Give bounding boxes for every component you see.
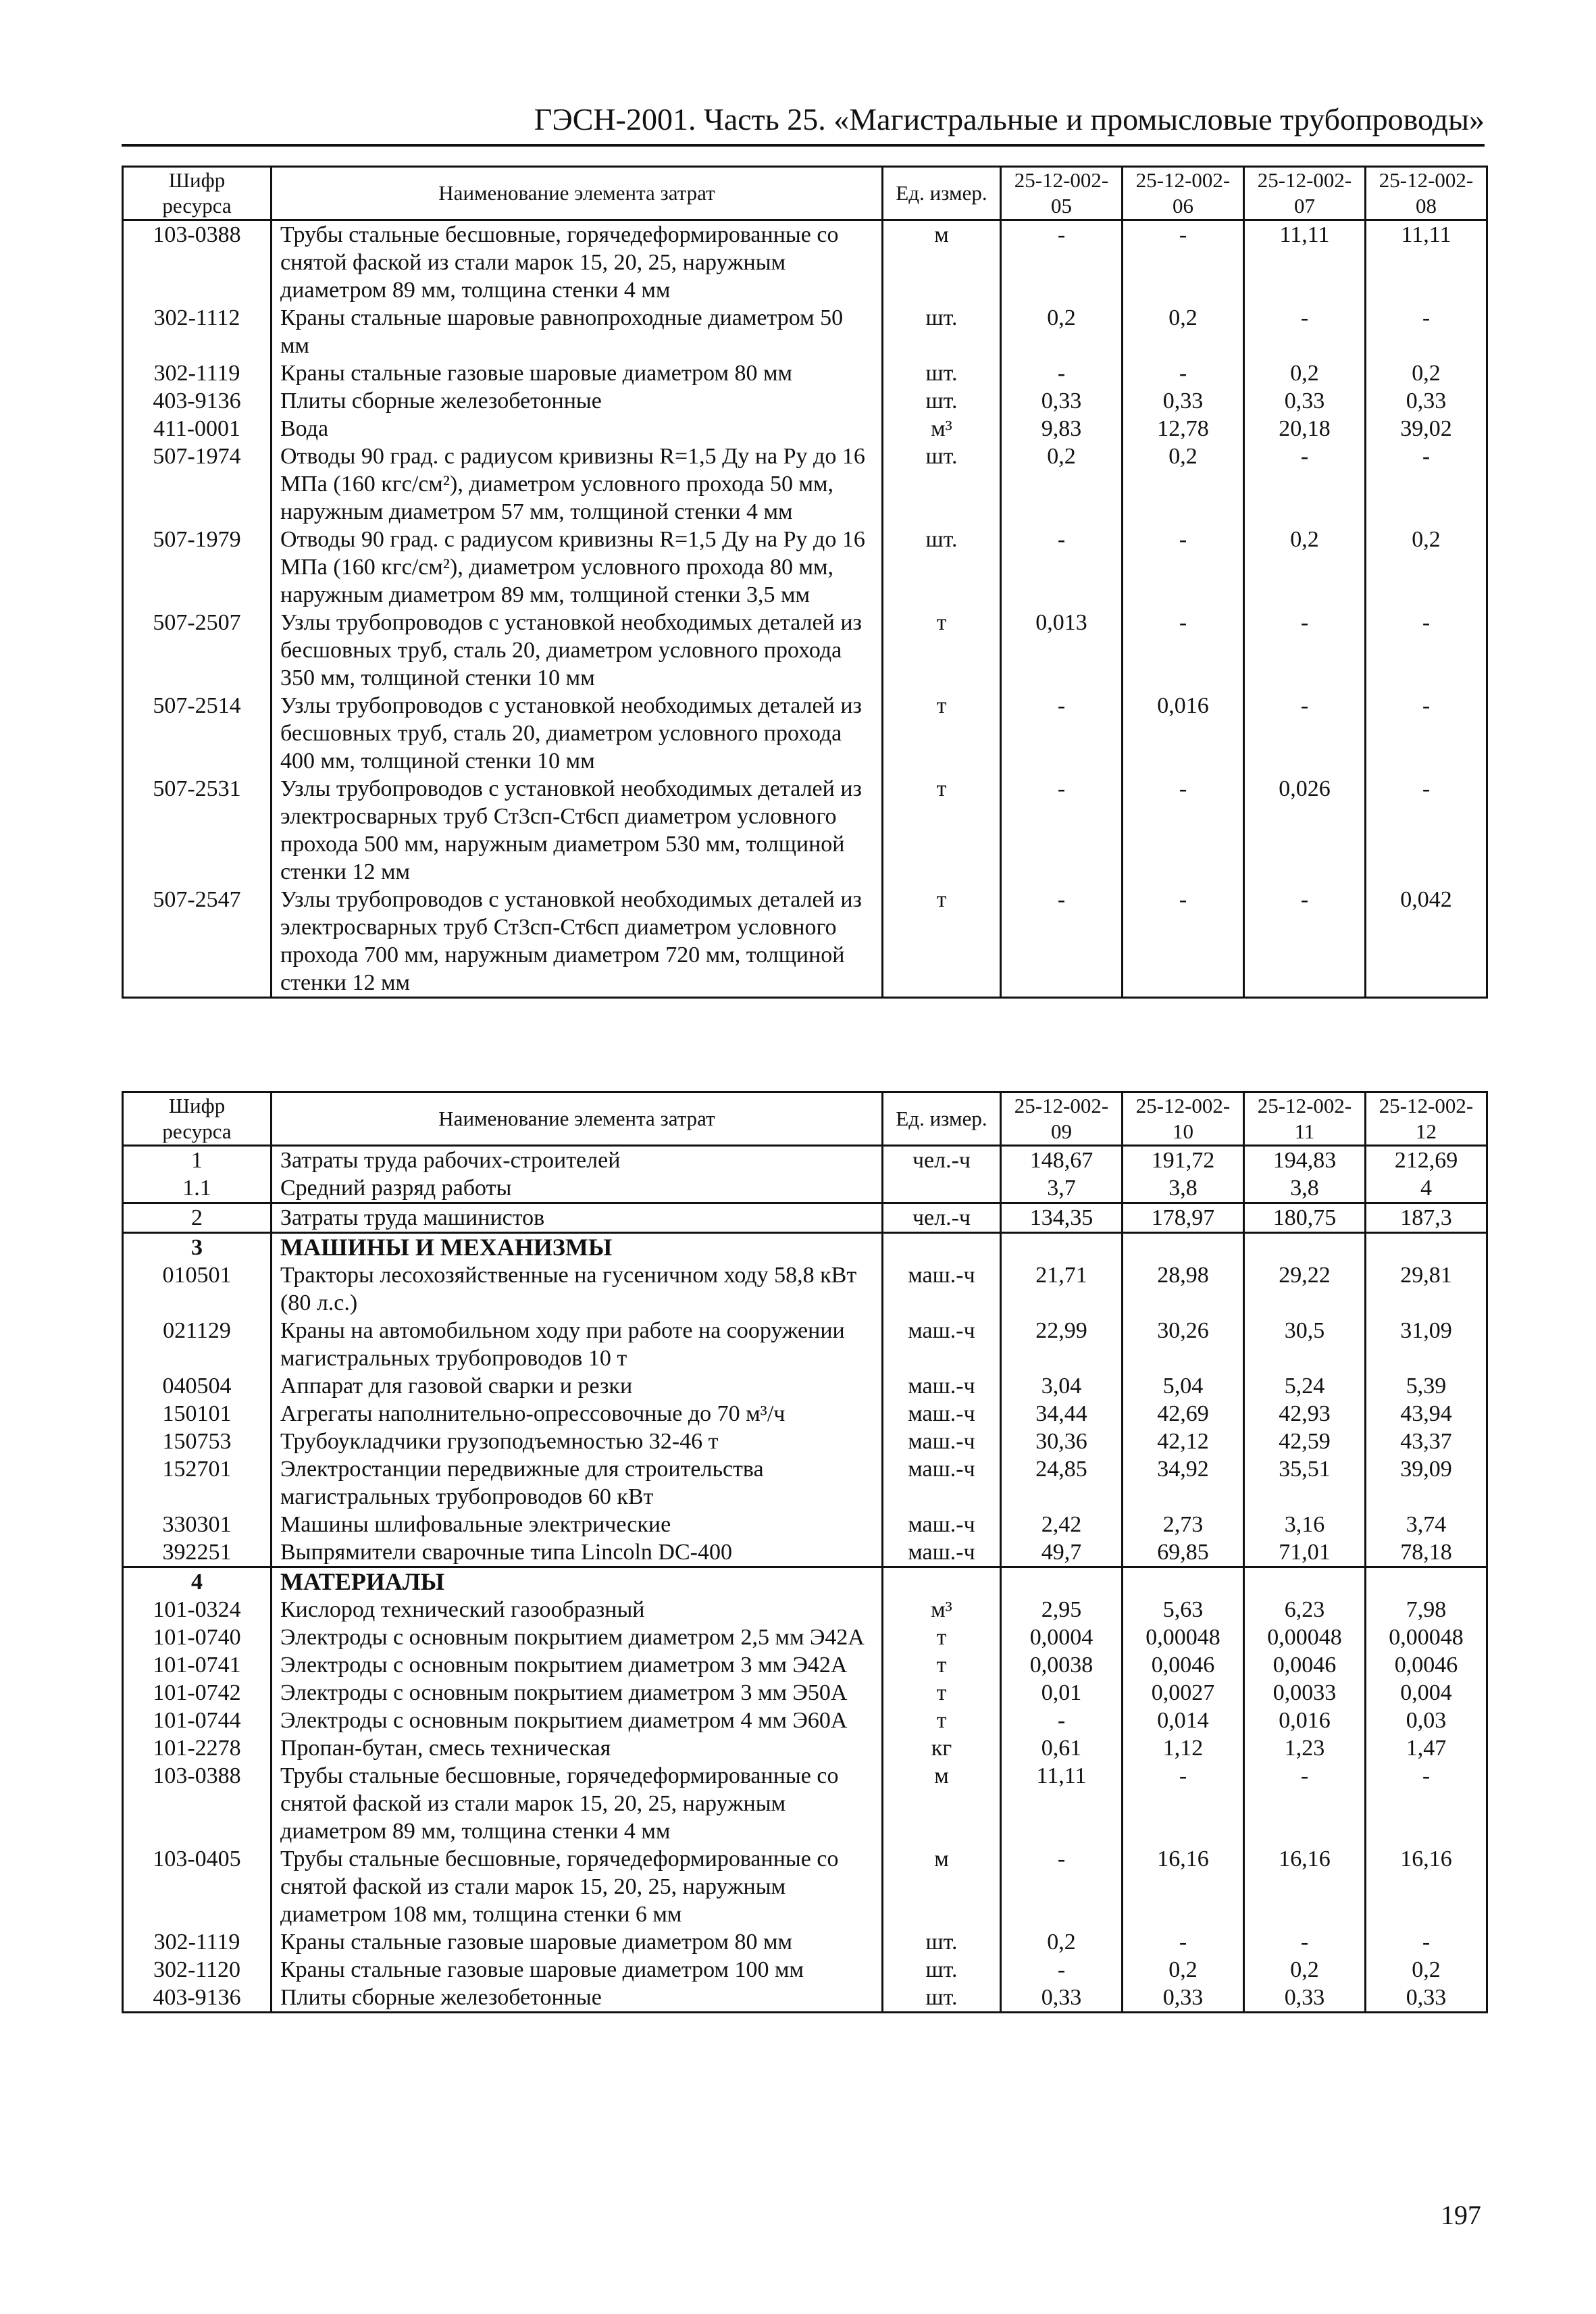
resource-name: Электроды с основным покрытием диаметром 2,5 мм Э42А: [272, 1624, 883, 1651]
value-col-3: 3,16: [1244, 1511, 1366, 1538]
value-col-2: 0,2: [1123, 304, 1244, 359]
value-col-3: -: [1244, 1928, 1366, 1956]
value-col-2: 1,12: [1123, 1734, 1244, 1762]
table-row: [123, 1845, 1487, 1928]
value-col-3: 1,23: [1244, 1734, 1366, 1762]
table-row: [123, 1538, 1487, 1567]
resource-code: 101-0741: [123, 1651, 272, 1679]
value-col-1: 3,7: [1001, 1174, 1123, 1203]
unit: т: [883, 1651, 1001, 1679]
value-col-2: 16,16: [1123, 1845, 1244, 1928]
table-row: [123, 443, 1487, 526]
resource-code: 302-1120: [123, 1956, 272, 1984]
resource-code: 507-2547: [123, 886, 272, 998]
table-row: [123, 304, 1487, 359]
table-row: [123, 526, 1487, 609]
value-col-1: 0,2: [1001, 304, 1123, 359]
value-col-2: [1123, 1567, 1244, 1596]
value-col-1: 0,01: [1001, 1679, 1123, 1707]
value-col-3: 42,59: [1244, 1428, 1366, 1455]
header-col-4: 25-12-002-08: [1366, 167, 1487, 220]
table-row: [123, 1174, 1487, 1203]
resource-name: Краны стальные газовые шаровые диаметром 80 мм: [272, 359, 883, 387]
value-col-4: 0,03: [1366, 1707, 1487, 1734]
value-col-4: 3,74: [1366, 1511, 1487, 1538]
value-col-1: 0,2: [1001, 1928, 1123, 1956]
value-col-2: 69,85: [1123, 1538, 1244, 1567]
value-col-2: 30,26: [1123, 1317, 1244, 1372]
resource-name: Тракторы лесохозяйственные на гусеничном ходу 58,8 кВт (80 л.с.): [272, 1261, 883, 1317]
header-code: Шифр ресурса: [123, 1092, 272, 1146]
resource-name: Машины шлифовальные электрические: [272, 1511, 883, 1538]
value-col-1: 0,0004: [1001, 1624, 1123, 1651]
value-col-4: 0,042: [1366, 886, 1487, 998]
resource-name: Узлы трубопроводов с установкой необходимых деталей из электросварных труб Ст3сп-Ст6сп диаметром условного прохода 700 мм, наружным диаметром 720 мм, толщиной стенки 12 мм: [272, 886, 883, 998]
value-col-1: 49,7: [1001, 1538, 1123, 1567]
resource-name: Краны стальные шаровые равнопроходные диаметром 50 мм: [272, 304, 883, 359]
resource-name: Отводы 90 град. с радиусом кривизны R=1,5 Ду на Ру до 16 МПа (160 кгс/см²), диаметром условного прохода 50 мм, наружным диаметром 57 мм, толщиной стенки 4 мм: [272, 443, 883, 526]
header-col-2: 25-12-002-10: [1123, 1092, 1244, 1146]
unit: кг: [883, 1734, 1001, 1762]
resource-code: 1: [123, 1146, 272, 1175]
header-col-2: 25-12-002-06: [1123, 167, 1244, 220]
unit: шт.: [883, 1928, 1001, 1956]
value-col-3: 71,01: [1244, 1538, 1366, 1567]
value-col-2: 0,016: [1123, 692, 1244, 775]
value-col-4: 0,00048: [1366, 1624, 1487, 1651]
unit: т: [883, 1624, 1001, 1651]
table-row: [123, 1651, 1487, 1679]
resource-name: Электроды с основным покрытием диаметром 3 мм Э42А: [272, 1651, 883, 1679]
unit: чел.-ч: [883, 1203, 1001, 1233]
value-col-4: 0,0046: [1366, 1651, 1487, 1679]
resource-code: 101-0324: [123, 1596, 272, 1624]
resource-code: 101-0740: [123, 1624, 272, 1651]
header-col-3: 25-12-002-07: [1244, 167, 1366, 220]
value-col-2: 28,98: [1123, 1261, 1244, 1317]
unit: шт.: [883, 1956, 1001, 1984]
resource-code: 021129: [123, 1317, 272, 1372]
resource-code: 150753: [123, 1428, 272, 1455]
unit: т: [883, 1679, 1001, 1707]
value-col-2: 0,0027: [1123, 1679, 1244, 1707]
resource-name: Плиты сборные железобетонные: [272, 387, 883, 415]
table-row: [123, 220, 1487, 305]
table-row: [123, 415, 1487, 443]
unit: [883, 1174, 1001, 1203]
header-name: Наименование элемента затрат: [272, 167, 883, 220]
value-col-2: 0,014: [1123, 1707, 1244, 1734]
value-col-3: -: [1244, 1762, 1366, 1845]
resource-code: 302-1119: [123, 1928, 272, 1956]
unit: м³: [883, 1596, 1001, 1624]
value-col-3: -: [1244, 304, 1366, 359]
header-col-1: 25-12-002-09: [1001, 1092, 1123, 1146]
unit: шт.: [883, 304, 1001, 359]
unit: маш.-ч: [883, 1455, 1001, 1511]
value-col-3: [1244, 1567, 1366, 1596]
value-col-1: 134,35: [1001, 1203, 1123, 1233]
resource-code: 2: [123, 1203, 272, 1233]
value-col-3: 194,83: [1244, 1146, 1366, 1175]
value-col-3: 0,0046: [1244, 1651, 1366, 1679]
value-col-2: 42,12: [1123, 1428, 1244, 1455]
value-col-3: 0,33: [1244, 1984, 1366, 2013]
resource-name: МАШИНЫ И МЕХАНИЗМЫ: [272, 1233, 883, 1262]
value-col-1: 148,67: [1001, 1146, 1123, 1175]
value-col-3: 6,23: [1244, 1596, 1366, 1624]
unit: шт.: [883, 526, 1001, 609]
resource-name: Вода: [272, 415, 883, 443]
value-col-1: -: [1001, 1707, 1123, 1734]
value-col-3: 0,2: [1244, 526, 1366, 609]
value-col-3: 11,11: [1244, 220, 1366, 305]
resource-code: 101-0744: [123, 1707, 272, 1734]
unit: м: [883, 220, 1001, 305]
value-col-4: 78,18: [1366, 1538, 1487, 1567]
table-row: [123, 359, 1487, 387]
value-col-4: 187,3: [1366, 1203, 1487, 1233]
table-row: [123, 1984, 1487, 2013]
value-col-4: 43,37: [1366, 1428, 1487, 1455]
unit: [883, 1567, 1001, 1596]
value-col-4: -: [1366, 443, 1487, 526]
table-row: [123, 1956, 1487, 1984]
table-row: [123, 1261, 1487, 1317]
value-col-3: 180,75: [1244, 1203, 1366, 1233]
value-col-3: 20,18: [1244, 415, 1366, 443]
value-col-2: 42,69: [1123, 1400, 1244, 1428]
resource-code: 302-1112: [123, 304, 272, 359]
unit: т: [883, 886, 1001, 998]
value-col-3: 30,5: [1244, 1317, 1366, 1372]
resource-name: Трубоукладчики грузоподъемностью 32-46 т: [272, 1428, 883, 1455]
resource-code: 150101: [123, 1400, 272, 1428]
value-col-3: -: [1244, 692, 1366, 775]
resource-name: Трубы стальные бесшовные, горячедеформированные со снятой фаской из стали марок 15, 20, 25, наружным диаметром 89 мм, толщина стенки 4 мм: [272, 220, 883, 305]
resource-code: 392251: [123, 1538, 272, 1567]
value-col-2: -: [1123, 775, 1244, 886]
table-row: [123, 1707, 1487, 1734]
table-row: [123, 1679, 1487, 1707]
table-row: [123, 1624, 1487, 1651]
value-col-4: 0,2: [1366, 526, 1487, 609]
value-col-4: [1366, 1233, 1487, 1262]
section-row: [123, 1233, 1487, 1262]
unit: маш.-ч: [883, 1372, 1001, 1400]
resource-code: 152701: [123, 1455, 272, 1511]
value-col-2: 178,97: [1123, 1203, 1244, 1233]
unit: шт.: [883, 1984, 1001, 2013]
value-col-3: 0,00048: [1244, 1624, 1366, 1651]
value-col-2: 3,8: [1123, 1174, 1244, 1203]
value-col-4: 31,09: [1366, 1317, 1487, 1372]
header-col-4: 25-12-002-12: [1366, 1092, 1487, 1146]
header-col-3: 25-12-002-11: [1244, 1092, 1366, 1146]
value-col-1: 0,33: [1001, 387, 1123, 415]
value-col-1: 0,0038: [1001, 1651, 1123, 1679]
table-row: [123, 692, 1487, 775]
value-col-2: 12,78: [1123, 415, 1244, 443]
value-col-4: [1366, 1567, 1487, 1596]
resource-code: 3: [123, 1233, 272, 1262]
table-row: [123, 1596, 1487, 1624]
value-col-3: 0,026: [1244, 775, 1366, 886]
resource-code: 411-0001: [123, 415, 272, 443]
resource-name: Трубы стальные бесшовные, горячедеформированные со снятой фаской из стали марок 15, 20, 25, наружным диаметром 89 мм, толщина стенки 4 мм: [272, 1762, 883, 1845]
value-col-2: -: [1123, 359, 1244, 387]
resource-name: Затраты труда рабочих-строителей: [272, 1146, 883, 1175]
value-col-2: -: [1123, 886, 1244, 998]
header-col-1: 25-12-002-05: [1001, 167, 1123, 220]
value-col-4: -: [1366, 609, 1487, 692]
unit: шт.: [883, 359, 1001, 387]
resource-name: Средний разряд работы: [272, 1174, 883, 1203]
value-col-2: -: [1123, 220, 1244, 305]
table-row: [123, 886, 1487, 998]
value-col-2: 191,72: [1123, 1146, 1244, 1175]
value-col-4: 39,09: [1366, 1455, 1487, 1511]
unit: т: [883, 609, 1001, 692]
resource-name: Аппарат для газовой сварки и резки: [272, 1372, 883, 1400]
resource-name: Трубы стальные бесшовные, горячедеформированные со снятой фаской из стали марок 15, 20, 25, наружным диаметром 108 мм, толщина стенки 6 мм: [272, 1845, 883, 1928]
value-col-2: -: [1123, 1928, 1244, 1956]
header-unit: Ед. измер.: [883, 1092, 1001, 1146]
resource-name: Пропан-бутан, смесь техническая: [272, 1734, 883, 1762]
resource-code: 101-2278: [123, 1734, 272, 1762]
value-col-2: 5,04: [1123, 1372, 1244, 1400]
unit: маш.-ч: [883, 1400, 1001, 1428]
value-col-1: [1001, 1567, 1123, 1596]
value-col-4: 16,16: [1366, 1845, 1487, 1928]
value-col-2: 0,2: [1123, 1956, 1244, 1984]
value-col-4: 0,2: [1366, 359, 1487, 387]
value-col-4: -: [1366, 304, 1487, 359]
header-unit: Ед. измер.: [883, 167, 1001, 220]
table-row: [123, 1146, 1487, 1175]
value-col-4: 4: [1366, 1174, 1487, 1203]
value-col-3: 0,33: [1244, 387, 1366, 415]
value-col-4: 0,2: [1366, 1956, 1487, 1984]
value-col-4: 29,81: [1366, 1261, 1487, 1317]
value-col-2: 0,2: [1123, 443, 1244, 526]
resource-code: 330301: [123, 1511, 272, 1538]
table-row: [123, 1928, 1487, 1956]
unit: [883, 1233, 1001, 1262]
value-col-1: -: [1001, 692, 1123, 775]
value-col-2: -: [1123, 526, 1244, 609]
value-col-4: -: [1366, 1928, 1487, 1956]
table-row: [123, 1203, 1487, 1233]
value-col-1: 11,11: [1001, 1762, 1123, 1845]
resource-name: Затраты труда машинистов: [272, 1203, 883, 1233]
table-row: [123, 1317, 1487, 1372]
header-name: Наименование элемента затрат: [272, 1092, 883, 1146]
value-col-4: 0,33: [1366, 387, 1487, 415]
unit: маш.-ч: [883, 1261, 1001, 1317]
value-col-3: 0,016: [1244, 1707, 1366, 1734]
value-col-2: -: [1123, 609, 1244, 692]
value-col-1: 0,013: [1001, 609, 1123, 692]
unit: маш.-ч: [883, 1511, 1001, 1538]
unit: т: [883, 1707, 1001, 1734]
resource-name: Электроды с основным покрытием диаметром 4 мм Э60А: [272, 1707, 883, 1734]
value-col-2: 0,33: [1123, 387, 1244, 415]
value-col-3: -: [1244, 443, 1366, 526]
value-col-4: 212,69: [1366, 1146, 1487, 1175]
unit: шт.: [883, 387, 1001, 415]
table-row: [123, 775, 1487, 886]
resource-code: 507-2514: [123, 692, 272, 775]
unit: маш.-ч: [883, 1538, 1001, 1567]
header-code: Шифр ресурса: [123, 167, 272, 220]
unit: шт.: [883, 443, 1001, 526]
value-col-3: 0,2: [1244, 1956, 1366, 1984]
unit: т: [883, 775, 1001, 886]
value-col-1: 24,85: [1001, 1455, 1123, 1511]
resource-name: Краны стальные газовые шаровые диаметром 80 мм: [272, 1928, 883, 1956]
value-col-3: 16,16: [1244, 1845, 1366, 1928]
value-col-1: 9,83: [1001, 415, 1123, 443]
value-col-4: 0,004: [1366, 1679, 1487, 1707]
resource-code: 403-9136: [123, 1984, 272, 2013]
table-row: [123, 609, 1487, 692]
value-col-4: 7,98: [1366, 1596, 1487, 1624]
resource-name: Краны на автомобильном ходу при работе на сооружении магистральных трубопроводов 10 т: [272, 1317, 883, 1372]
value-col-1: 21,71: [1001, 1261, 1123, 1317]
resource-name: Узлы трубопроводов с установкой необходимых деталей из бесшовных труб, сталь 20, диаметром условного прохода 350 мм, толщиной стенки 10 мм: [272, 609, 883, 692]
section-row: [123, 1567, 1487, 1596]
table-row: [123, 1455, 1487, 1511]
value-col-3: [1244, 1233, 1366, 1262]
page-number: 197: [1441, 2200, 1481, 2230]
resource-code: 040504: [123, 1372, 272, 1400]
table-row: [123, 387, 1487, 415]
value-col-2: 0,00048: [1123, 1624, 1244, 1651]
value-col-1: -: [1001, 1845, 1123, 1928]
resource-name: Отводы 90 град. с радиусом кривизны R=1,5 Ду на Ру до 16 МПа (160 кгс/см²), диаметром условного прохода 80 мм, наружным диаметром 89 мм, толщиной стенки 3,5 мм: [272, 526, 883, 609]
value-col-1: 22,99: [1001, 1317, 1123, 1372]
resource-code: 010501: [123, 1261, 272, 1317]
unit: маш.-ч: [883, 1317, 1001, 1372]
value-col-3: -: [1244, 609, 1366, 692]
resource-code: 1.1: [123, 1174, 272, 1203]
value-col-1: 2,95: [1001, 1596, 1123, 1624]
resource-code: 103-0388: [123, 1762, 272, 1845]
unit: чел.-ч: [883, 1146, 1001, 1175]
value-col-1: -: [1001, 886, 1123, 998]
resource-code: 507-2507: [123, 609, 272, 692]
unit: м³: [883, 415, 1001, 443]
value-col-2: 34,92: [1123, 1455, 1244, 1511]
resource-name: Узлы трубопроводов с установкой необходимых деталей из бесшовных труб, сталь 20, диаметром условного прохода 400 мм, толщиной стенки 10 мм: [272, 692, 883, 775]
resource-name: Выпрямители сварочные типа Lincoln DC-400: [272, 1538, 883, 1567]
value-col-2: -: [1123, 1762, 1244, 1845]
value-col-1: -: [1001, 359, 1123, 387]
value-col-3: 0,0033: [1244, 1679, 1366, 1707]
table-row: [123, 1734, 1487, 1762]
table-row: [123, 1762, 1487, 1845]
resource-table-2: [122, 1091, 1488, 2013]
resource-name: Агрегаты наполнительно-опрессовочные до 70 м³/ч: [272, 1400, 883, 1428]
resource-code: 507-1979: [123, 526, 272, 609]
resource-code: 403-9136: [123, 387, 272, 415]
value-col-1: -: [1001, 1956, 1123, 1984]
resource-code: 302-1119: [123, 359, 272, 387]
value-col-3: 3,8: [1244, 1174, 1366, 1203]
value-col-4: -: [1366, 775, 1487, 886]
resource-name: Электроды с основным покрытием диаметром 3 мм Э50А: [272, 1679, 883, 1707]
value-col-4: 11,11: [1366, 220, 1487, 305]
resource-code: 507-1974: [123, 443, 272, 526]
page-header: ГЭСН-2001. Часть 25. «Магистральные и промысловые трубопроводы»: [122, 101, 1485, 147]
table-row: [123, 1400, 1487, 1428]
resource-code: 507-2531: [123, 775, 272, 886]
value-col-2: [1123, 1233, 1244, 1262]
value-col-1: -: [1001, 526, 1123, 609]
value-col-2: 0,0046: [1123, 1651, 1244, 1679]
value-col-1: 0,33: [1001, 1984, 1123, 2013]
unit: т: [883, 692, 1001, 775]
value-col-4: 5,39: [1366, 1372, 1487, 1400]
value-col-1: 0,2: [1001, 443, 1123, 526]
value-col-3: 42,93: [1244, 1400, 1366, 1428]
value-col-1: 30,36: [1001, 1428, 1123, 1455]
value-col-4: 39,02: [1366, 415, 1487, 443]
value-col-1: [1001, 1233, 1123, 1262]
value-col-3: 0,2: [1244, 359, 1366, 387]
value-col-3: 35,51: [1244, 1455, 1366, 1511]
value-col-4: 43,94: [1366, 1400, 1487, 1428]
unit: маш.-ч: [883, 1428, 1001, 1455]
value-col-1: -: [1001, 220, 1123, 305]
value-col-3: 29,22: [1244, 1261, 1366, 1317]
table-row: [123, 1428, 1487, 1455]
resource-name: Кислород технический газообразный: [272, 1596, 883, 1624]
unit: м: [883, 1762, 1001, 1845]
resource-code: 4: [123, 1567, 272, 1596]
resource-code: 103-0388: [123, 220, 272, 305]
table-row: [123, 1372, 1487, 1400]
value-col-1: -: [1001, 775, 1123, 886]
table-row: [123, 1511, 1487, 1538]
value-col-4: 0,33: [1366, 1984, 1487, 2013]
resource-code: 101-0742: [123, 1679, 272, 1707]
value-col-1: 34,44: [1001, 1400, 1123, 1428]
value-col-2: 0,33: [1123, 1984, 1244, 2013]
resource-name: МАТЕРИАЛЫ: [272, 1567, 883, 1596]
value-col-4: -: [1366, 692, 1487, 775]
resource-table-1: [122, 166, 1488, 999]
resource-code: 103-0405: [123, 1845, 272, 1928]
resource-name: Плиты сборные железобетонные: [272, 1984, 883, 2013]
value-col-4: -: [1366, 1762, 1487, 1845]
resource-name: Краны стальные газовые шаровые диаметром 100 мм: [272, 1956, 883, 1984]
value-col-1: 0,61: [1001, 1734, 1123, 1762]
value-col-4: 1,47: [1366, 1734, 1487, 1762]
value-col-1: 3,04: [1001, 1372, 1123, 1400]
value-col-2: 2,73: [1123, 1511, 1244, 1538]
value-col-2: 5,63: [1123, 1596, 1244, 1624]
resource-name: Электростанции передвижные для строительства магистральных трубопроводов 60 кВт: [272, 1455, 883, 1511]
value-col-3: -: [1244, 886, 1366, 998]
value-col-3: 5,24: [1244, 1372, 1366, 1400]
value-col-1: 2,42: [1001, 1511, 1123, 1538]
resource-name: Узлы трубопроводов с установкой необходимых деталей из электросварных труб Ст3сп-Ст6сп диаметром условного прохода 500 мм, наружным диаметром 530 мм, толщиной стенки 12 мм: [272, 775, 883, 886]
unit: м: [883, 1845, 1001, 1928]
